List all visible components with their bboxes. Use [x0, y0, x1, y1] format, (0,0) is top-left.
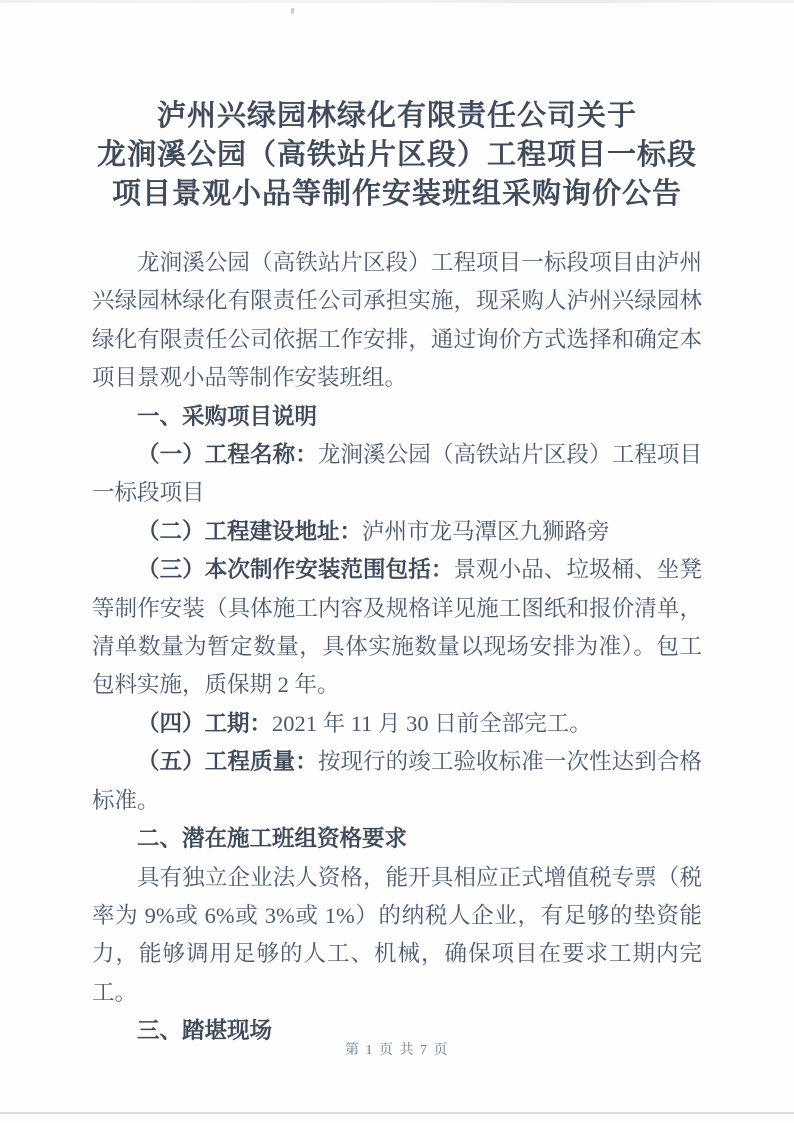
paragraph-lead: 三、踏堪现场: [137, 1018, 273, 1044]
paragraph-lead: （一）工程名称：: [137, 442, 318, 468]
paragraph-text: 景观小品、垃圾桶、坐凳等制作安装（具体施工内容及规格详见施工图纸和报价清单，清单数量为暂定数量，具体实施数量以现场安排为准）。包工包料实施，质保期 2 年。: [92, 557, 702, 698]
paragraph: [92, 743, 702, 820]
page-number-footer: 第 1 页 共 7 页: [345, 1043, 449, 1058]
paragraph: [92, 820, 702, 858]
paragraph-lead: （五）工程质量：: [137, 749, 318, 775]
paragraph-text: 按现行的竣工验收标准一次性达到合格标准。: [92, 749, 702, 813]
paragraph-text: 具有独立企业法人资格，能开具相应正式增值税专票（税率为 9%或 6%或 3%或 1%）的纳税人企业，有足够的垫资能力，能够调用足够的人工、机械，确保项目在要求工期内完工。: [92, 864, 702, 1005]
paragraph-text: 龙涧溪公园（高铁站片区段）工程项目一标段项目由泸州兴绿园林绿化有限责任公司承担实施，现采购人泸州兴绿园林绿化有限责任公司依据工作安排，通过询价方式选择和确定本项目景观小品等制作安装班组。: [92, 250, 702, 391]
document-title: [0, 0, 794, 214]
paragraph: [92, 513, 702, 551]
title-line-1: 泸州兴绿园林绿化有限责任公司关于: [156, 100, 637, 132]
paragraph-text: 2021 年 11 月 30 日前全部完工。: [272, 710, 592, 736]
paragraph: [92, 859, 702, 1013]
document-body: [92, 244, 702, 1051]
paragraph: [92, 398, 702, 436]
paragraph: [92, 551, 702, 705]
paragraph: [92, 244, 702, 398]
paragraph-lead: 一、采购项目说明: [137, 403, 318, 429]
paragraph-text: 泸州市龙马潭区九狮路旁: [362, 518, 610, 544]
paragraph-lead: （二）工程建设地址：: [137, 518, 363, 544]
paragraph-lead: （四）工期：: [137, 710, 273, 736]
title-line-2: 龙涧溪公园（高铁站片区段）工程项目一标段: [96, 139, 697, 171]
paragraph: [92, 436, 702, 513]
scan-artifact-top-edge: [0, 0, 794, 3]
paragraph-lead: 二、潜在施工班组资格要求: [137, 826, 408, 852]
paragraph-lead: （三）本次制作安装范围包括：: [137, 557, 454, 583]
scan-artifact-bottom-edge: [0, 1112, 794, 1114]
title-line-3: 项目景观小品等制作安装班组采购询价公告: [111, 178, 682, 210]
paragraph: [92, 705, 702, 743]
paragraph-text: 龙涧溪公园（高铁站片区段）工程项目一标段项目: [92, 442, 702, 506]
